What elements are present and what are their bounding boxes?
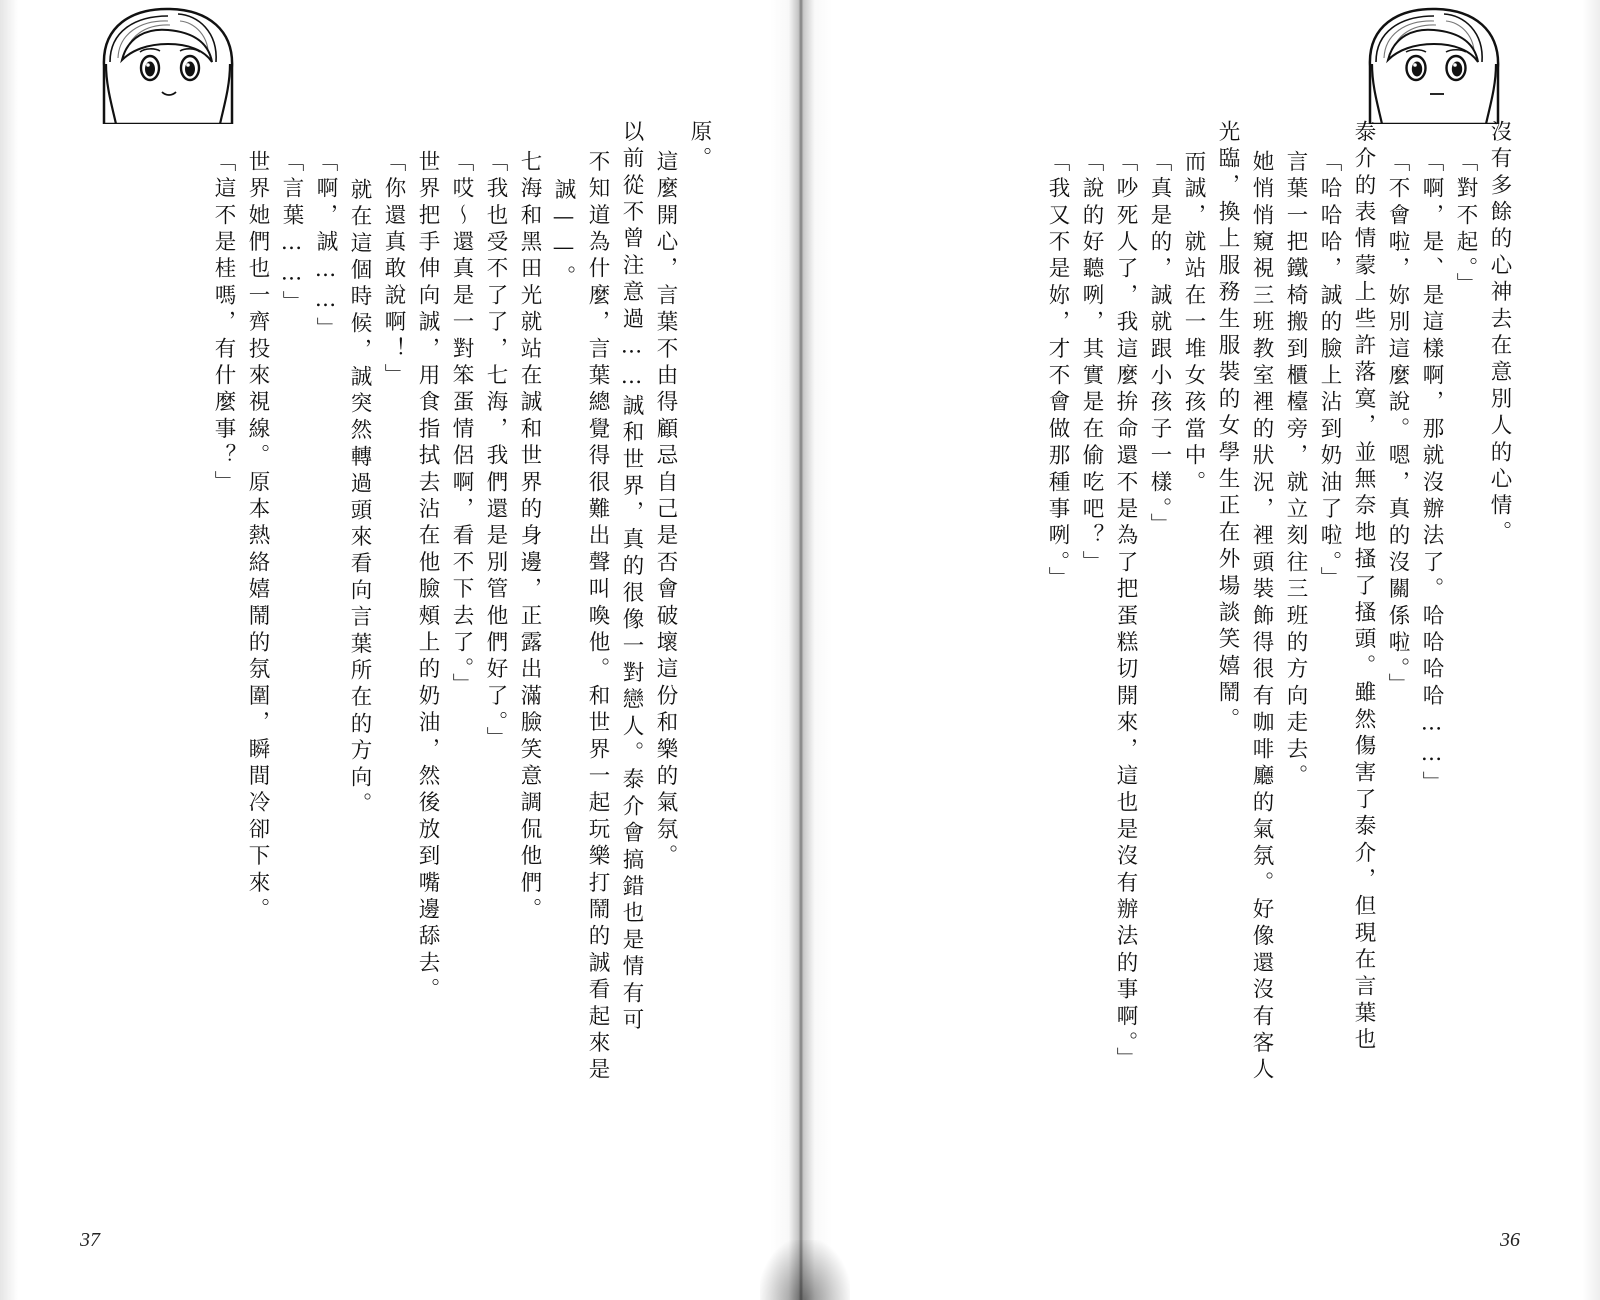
chibi-face-icon <box>1358 6 1508 124</box>
page-number-left: 37 <box>80 1229 100 1251</box>
text-column: 「啊，是、是這樣啊，那就沒辦法了。哈哈哈哈……」 <box>1419 150 1444 798</box>
text-column: 世界把手伸向誠，用食指拭去沾在他臉頰上的奶油，然後放到嘴邊舔去。 <box>415 150 440 1005</box>
text-column: 這麼開心，言葉不由得顧忌自己是否會破壞這份和樂的氣氛。 <box>653 150 678 871</box>
text-column: 「你還真敢說啊！」 <box>381 150 406 391</box>
text-column: 「吵死人了，我這麼拚命還不是為了把蛋糕切開來，這也是沒有辦法的事啊。」 <box>1113 150 1138 1074</box>
text-column: 言葉一把鐵椅搬到櫃檯旁，就立刻往三班的方向走去。 <box>1283 150 1308 791</box>
page-left-text <box>60 120 710 1190</box>
text-column: 以前從不曾注意過……誠和世界，真的很像一對戀人。泰介會搞錯也是情有可 <box>619 120 644 1035</box>
text-column: 不知道為什麼，言葉總覺得很難出聲叫喚他。和世界一起玩樂打鬧的誠看起來是 <box>585 150 610 1085</box>
text-column: 「言葉……」 <box>279 150 304 318</box>
text-column: 就在這個時候，誠突然轉過頭來看向言葉所在的方向。 <box>347 178 372 819</box>
text-column: 「對不起。」 <box>1453 150 1478 300</box>
text-column: 「真是的，誠就跟小孩子一樣。」 <box>1147 150 1172 540</box>
text-column: 「這不是桂嗎，有什麼事？」 <box>211 150 236 498</box>
text-column: 「我也受不了了，七海，我們還是別管他們好了。」 <box>483 150 508 754</box>
text-column: 七海和黑田光就站在誠和世界的身邊，正露出滿臉笑意調侃他們。 <box>517 150 542 925</box>
text-column: 「說的好聽咧，其實是在偷吃吧？」 <box>1079 150 1104 578</box>
text-column: 原。 <box>687 120 712 174</box>
text-column: 世界她們也一齊投來視線。原本熱絡嬉鬧的氛圍，瞬間冷卻下來。 <box>245 150 270 925</box>
page-right <box>800 0 1600 1300</box>
page-edge-shadow <box>1582 0 1600 1300</box>
text-column: 「不會啦，妳別這麼說。嗯，真的沒關係啦。」 <box>1385 150 1410 700</box>
text-column: 而誠，就站在一堆女孩當中。 <box>1181 150 1206 498</box>
text-column: 「啊，誠……」 <box>313 150 338 344</box>
text-column: 「哎～還真是一對笨蛋情侶啊，看不下去了。」 <box>449 150 474 700</box>
text-column: 她悄悄窺視三班教室裡的狀況，裡頭裝飾得很有咖啡廳的氣氛。好像還沒有客人 <box>1249 150 1274 1085</box>
text-column: 泰介的表情蒙上些許落寞，並無奈地搔了搔頭。雖然傷害了泰介，但現在言葉也 <box>1351 120 1376 1055</box>
text-column: 「哈哈哈，誠的臉上沾到奶油了啦。」 <box>1317 150 1342 594</box>
text-column: 誠——。 <box>551 178 576 292</box>
text-column: 沒有多餘的心神去在意別人的心情。 <box>1487 120 1512 548</box>
text-column: 「我又不是妳，才不會做那種事咧。」 <box>1045 150 1070 594</box>
page-right-text <box>860 120 1510 1190</box>
chibi-face-icon <box>92 6 242 124</box>
text-column: 光臨，換上服務生服裝的女學生正在外場談笑嬉鬧。 <box>1215 120 1240 735</box>
page-edge-shadow <box>0 0 18 1300</box>
page-number-right: 36 <box>1500 1229 1520 1251</box>
